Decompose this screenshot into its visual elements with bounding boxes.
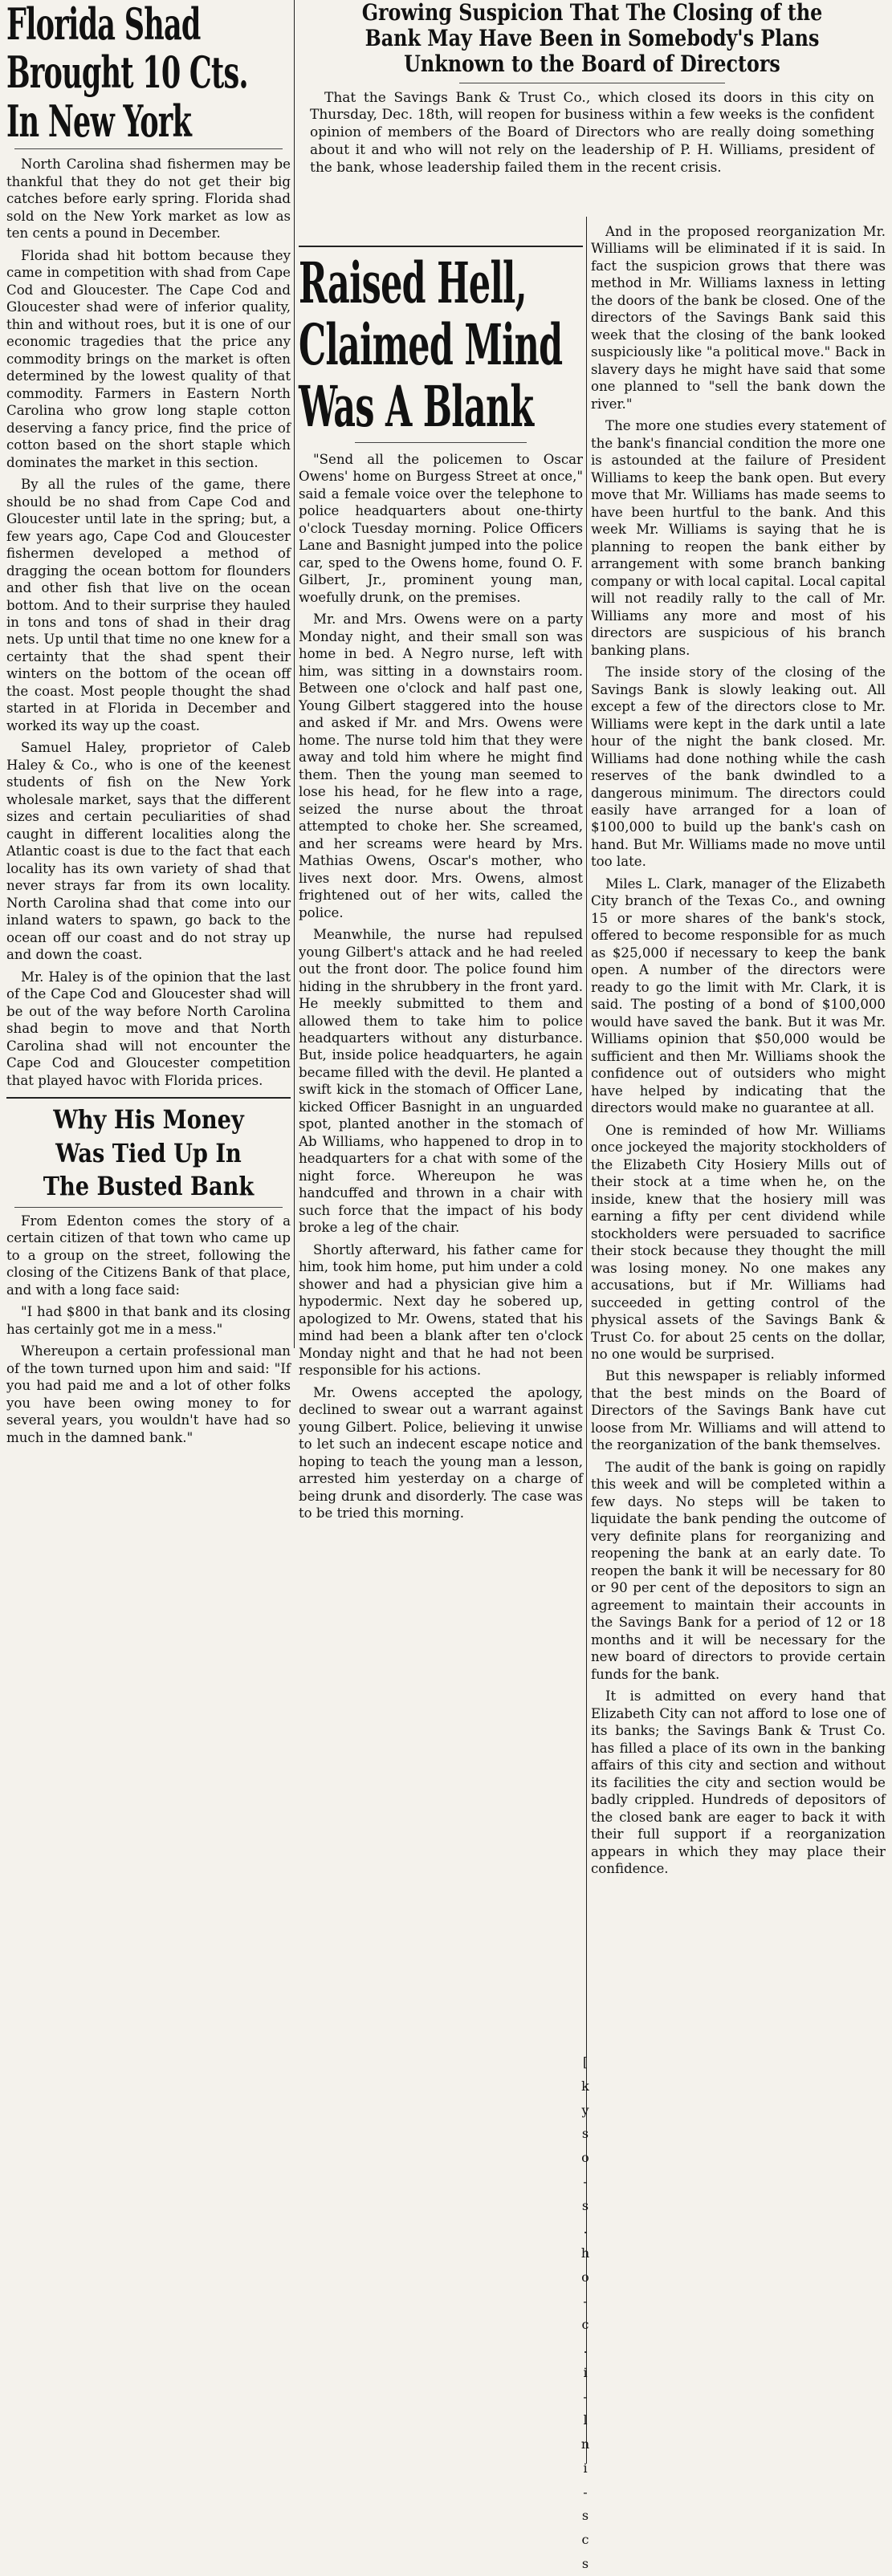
margin-letters: [ k y s o - s . h o - c . i - l n i - s c s (580, 2054, 590, 2571)
shad-headline-line-2: Brought 10 Cts. (6, 47, 248, 99)
shad-article (6, 0, 291, 1089)
shad-headline (6, 0, 293, 145)
bank-paragraph: The more one studies every statement of the bank's financial condition the more one is astounded at the failure of President Williams to keep the bank open. But every move that Mr. Williams has made seems to have been hurtful to the bank. And this week Mr. Williams is saying that he is planning to reopen the bank either by arrangement with some branch banking company or with local capital. Local capital will not readily rally to the call of Mr. Williams any more and most of his directors are suspicious of his branch banking plans. (591, 418, 886, 658)
shad-paragraph: Mr. Haley is of the opinion that the last of the Cape Cod and Gloucester shad will be out of the way before North Carolina shad begin to move and that North Carolina shad will not encounter the Cape Cod and Gloucester competition that played havoc with Florida prices. (6, 969, 291, 1088)
shad-deck: North Carolina shad fishermen may be thankful that they do not get their big catches before early spring. Florida shad sold on the New York market as low as ten cents a pound in December. (6, 156, 291, 242)
shad-headline-line-3: In New York (6, 95, 192, 147)
money-headline (28, 1103, 270, 1204)
bank-paragraph: Miles L. Clark, manager of the Elizabeth City branch of the Texas Co., and owning 15 or more shares of the bank's stock, offered to become responsible for as much as $25,000 if necessary to keep the bank open. A number of the directors were ready to go the limit with Mr. Clark, it is said. The posting of a bond of $100,000 would have saved the bank. But it was Mr. Williams opinion that $50,000 would be sufficient and then Mr. Williams shook the confidence out of outsiders who might have helped by indicating that the directors would make no guarantee at all. (591, 876, 886, 1116)
article-divider (299, 246, 583, 247)
shad-paragraph: By all the rules of the game, there should be no shad from Cape Cod and Gloucester until late in the spring; but, a few years ago, Cape Cod and Gloucester fishermen developed a method of dragging the ocean bottom for flounders and other fish that live on the ocean bottom. And to their surprise they hauled in tons and tons of shad in their drag nets. Up until that time no one knew for a certainty that the shad spent their winters on the bottom of the ocean off the coast. Most people thought the shad started in at Florida in December and worked its way up the coast. (6, 477, 291, 733)
hell-headline-line-3: Was A Blank (299, 373, 534, 440)
bank-paragraph: And in the proposed reorganization Mr. Williams will be eliminated if it is said. In fact the suspicion grows that there was method in Mr. Williams laxness in letting the doors of the bank be closed. One of the directors of the Savings Bank said this week that the closing of the bank looked suspiciously like "a political move." Back in slavery days he might have said that some one planned to "sell the bank down the river." (591, 224, 886, 412)
bank-paragraph: The inside story of the closing of the Savings Bank is slowly leaking out. All except a few of the directors close to Mr. Williams were kept in the dark until a late hour of the night the bank closed. Mr. Williams had done nothing while the cash reserves of the bank dwindled to a dangerous minimum. The directors could easily have arranged for a loan of $100,000 to build up the bank's cash on hand. But Mr. Williams made no move until too late. (591, 664, 886, 870)
divider (14, 148, 283, 149)
money-paragraph: "I had $800 in that bank and its closing has certainly got me in a mess." (6, 1304, 291, 1337)
money-paragraph: Whereupon a certain professional man of the town turned upon him and said: "If you had paid me and a lot of other folks you have been owing money to for several years, you wouldn't have had so much in the damned bank." (6, 1343, 291, 1445)
hell-paragraph: Mr. Owens accepted the apology, declined to swear out a warrant against young Gilbert. Police, believing it unwise to let such an indecent escape notice and hoping to teach the young man a lesson, arrested him yesterday on a charge of being drunk and disorderly. The case was to be tried this morning. (299, 1384, 583, 1522)
column-1 (6, 0, 291, 1451)
money-headline-line-2: Was Tied Up In (55, 1137, 242, 1168)
bank-paragraph: It is admitted on every hand that Elizabeth City can not afford to lose one of its banks; the Savings Bank & Trust Co. has filled a place of its own in the banking affairs of this city and section and without its facilities the city and section would be badly crippled. Hundreds of depositors of the closed bank are eager to back it with their full support if a reorganization appears in which they may place their confidence. (591, 1688, 886, 1877)
money-article (6, 1103, 291, 1446)
hell-paragraph: Mr. and Mrs. Owens were on a party Monday night, and their small son was home in bed. A Negro nurse, left with him, was sitting in a downstairs room. Between one o'clock and half past one, Young Gilbert staggered into the house and asked if Mr. and Mrs. Owens were home. The nurse told him that they were away and told him where he might find them. Then the young man seemed to lose his head, for he flew into a rage, seized the nurse about the throat attempted to choke her. She screamed, and her screams were heard by Mrs. Mathias Owens, Oscar's mother, who lives next door. Mrs. Owens, almost frightened out of her wits, called the police. (299, 611, 583, 920)
hell-headline (299, 250, 584, 440)
column-3 (591, 223, 886, 1883)
bank-headline-line-2: Bank May Have Been in Somebody's Plans (365, 25, 820, 52)
bank-paragraph: One is reminded of how Mr. Williams once jockeyed the majority stockholders of the Elizabeth City Hosiery Mills out of their stock at a time when he, on the inside, knew that the hosiery mill was earning a fifty per cent dividend while stockholders were persuaded to sacrifice their stock because they thought the mill was losing money. No one makes any accusations, but if Mr. Williams had succeeded in getting control of the physical assets of the Savings Bank & Trust Co. for about 25 cents on the dollar, no one would be surprised. (591, 1122, 886, 1362)
article-divider (6, 1097, 291, 1099)
hell-paragraph: Meanwhile, the nurse had repulsed young Gilbert's attack and he had reeled out the front door. The police found him hiding in the shrubbery in the front yard. He meekly submitted to them and allowed them to take him to police headquarters without any disturbance. But, inside police headquarters, he again became filled with the devil. He planted a swift kick in the stomach of Officer Lane, kicked Officer Basnight in an unguarded spot, planted another in the stomach of Ab Williams, who happened to drop in to headquarters for a chat with some of the night force. Whereupon he was handcuffed and thrown in a chair with such force that the impact of his body broke a leg of the chair. (299, 927, 583, 1236)
bank-headline (343, 0, 841, 78)
bank-paragraph: The audit of the bank is going on rapidly this week and will be completed within a few days. No steps will be taken to liquidate the bank pending the outcome of very definite plans for reorganizing and reopening the bank at an early date. To reopen the bank it will be necessary for 80 or 90 per cent of the depositors to sign an agreement to maintain their accounts in the Savings Bank for a period of 12 or 18 months and it will be necessary for the new board of directors to provide certain funds for the bank. (591, 1459, 886, 1682)
column-2 (299, 246, 583, 1527)
hell-headline-line-2: Claimed Mind (299, 311, 563, 378)
shad-paragraph: Florida shad hit bottom because they came in competition with shad from Cape Cod and Gloucester. The Cape Cod and Gloucester shad were of inferior quality, thin and without roes, but it is one of our economic tragedies that the price any commodity brings on the market is often determined by the lowest quality of that commodity. Farmers in Eastern North Carolina who grow long staple cotton deserving a fancy price, find the price of cotton based on the short staple which dominates the market in this section. (6, 247, 291, 470)
money-headline-line-1: Why His Money (53, 1104, 244, 1136)
hell-paragraph: "Send all the policemen to Oscar Owens' home on Burgess Street at once," said a female voice over the telephone to police headquarters about one-thirty o'clock Tuesday morning. Police Officers Lane and Basnight jumped into the police car, sped to the Owens home, found O. F. Gilbert, Jr., prominent young man, woefully drunk, on the premises. (299, 452, 583, 605)
divider (14, 1207, 283, 1208)
money-headline-line-3: The Busted Bank (43, 1171, 255, 1202)
shad-headline-line-1: Florida Shad (6, 0, 201, 50)
divider (355, 442, 527, 443)
bank-headline-line-3: Unknown to the Board of Directors (404, 51, 780, 78)
bank-headline-line-1: Growing Suspicion That The Closing of the (361, 0, 823, 26)
hell-headline-line-1: Raised Hell, (299, 250, 527, 316)
money-paragraph: From Edenton comes the story of a certain citizen of that town who came up to a group on the street, following the closing of the Citizens Bank of that place, and with a long face said: (6, 1213, 291, 1298)
hell-paragraph: Shortly afterward, his father came for him, took him home, put him under a cold shower and had a physician give him a hypodermic. Next day he sobered up, apologized to Mr. Owens, stated that his mind had been a blank after ten o'clock Monday night and that he had not been responsible for his actions. (299, 1241, 583, 1379)
bank-top (299, 0, 886, 177)
column-rule (294, 0, 295, 1348)
bank-paragraph: But this newspaper is reliably informed that the best minds on the Board of Directors of the Savings Bank have cut loose from Mr. Williams and will attend to the reorganization of the bank themselves. (591, 1368, 886, 1453)
bank-lead: That the Savings Bank & Trust Co., which closed its doors in this city on Thursday, Dec. 18th, will reopen for business within a few weeks is the confident opinion of members of the Board of Directors who are really doing something about it and who will not rely on the leadership of P. H. Williams, president of the bank, whose leadership failed them in the recent crisis. (310, 89, 874, 176)
shad-paragraph: Samuel Haley, proprietor of Caleb Haley & Co., who is one of the keenest students of fish on the New York wholesale market, says that the different sizes and certain peculiarities of shad caught in different localities along the Atlantic coast is due to the fact that each locality has its own variety of shad that never strays far from its own locality. North Carolina shad that come into our inland waters to spawn, go back to the ocean off our coast and do not stray up and down the coast. (6, 740, 291, 963)
